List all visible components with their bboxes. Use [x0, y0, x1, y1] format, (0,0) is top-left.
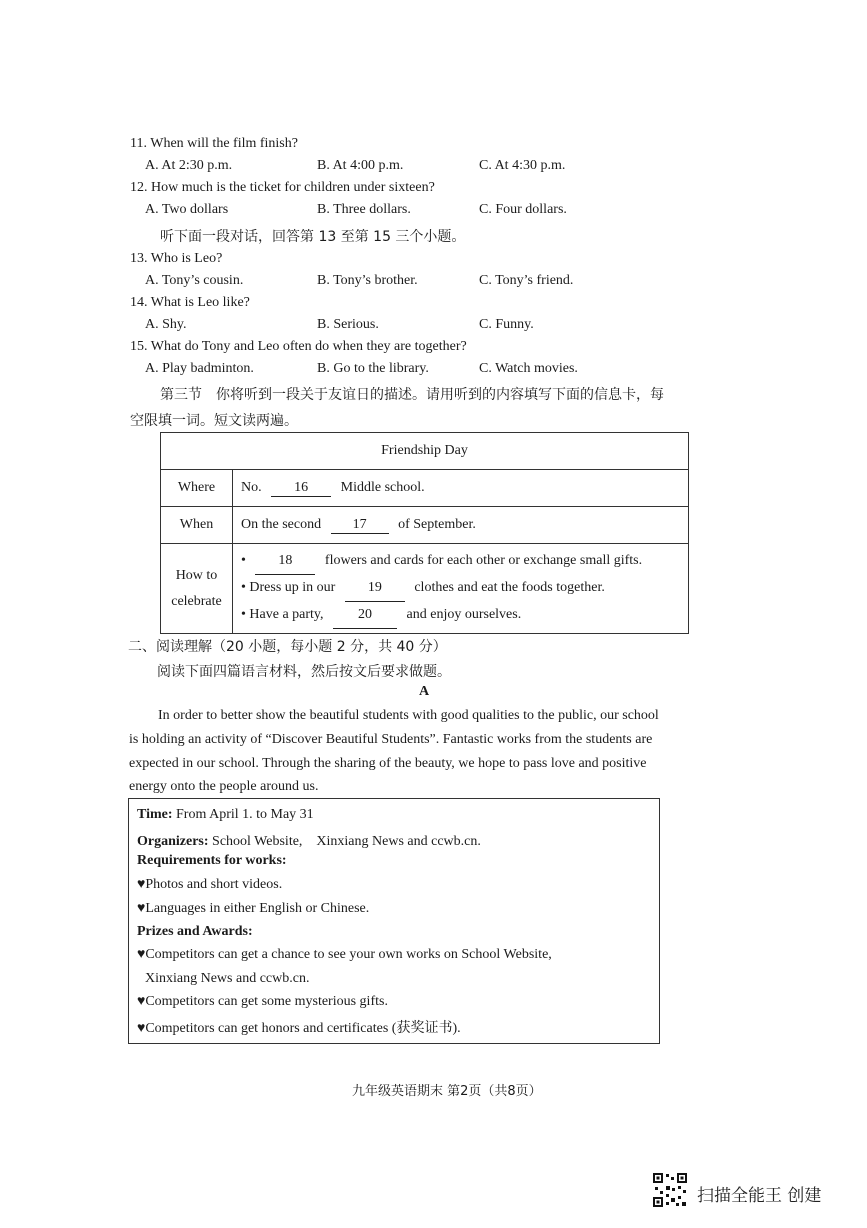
- option-15c: C. Watch movies.: [479, 361, 578, 376]
- notice-time: [137, 807, 314, 823]
- how-label-line1: How to: [175, 567, 218, 583]
- section3-instruction-line2: 空限填一词。短文读两遍。: [130, 413, 298, 429]
- question-14: 14. What is Leo like?: [130, 295, 250, 310]
- option-11c: C. At 4:30 p.m.: [479, 158, 566, 173]
- organizers-value: School Website, Xinxiang News and ccwb.cn.: [212, 834, 481, 849]
- question-12: 12. How much is the ticket for children under sixteen?: [130, 180, 435, 195]
- option-12b: B. Three dollars.: [317, 202, 411, 217]
- how-label-line2: celebrate: [171, 593, 222, 609]
- activity-notice-box: [128, 798, 660, 1044]
- section3-instruction-line1: 第三节 你将听到一段关于友谊日的描述。请用听到的内容填写下面的信息卡，每: [160, 387, 664, 403]
- when-row: [233, 507, 689, 544]
- prize-1-line2: Xinxiang News and ccwb.cn.: [145, 971, 310, 986]
- part2-heading: 二、阅读理解（20 小题，每小题 2 分，共 40 分）: [128, 639, 447, 655]
- paragraph-line-2: is holding an activity of “Discover Beautiful Students”. Fantastic works from the students are: [129, 732, 653, 747]
- option-13a: A. Tony’s cousin.: [145, 273, 244, 288]
- when-label: When: [161, 507, 233, 544]
- where-row: [233, 470, 689, 507]
- blank-20: 20: [333, 602, 397, 629]
- prize-1-line1: ♥Competitors can get a chance to see your own works on School Website,: [137, 947, 552, 962]
- friendship-day-info-card: [160, 432, 689, 634]
- prize-3: ♥Competitors can get honors and certificates (获奖证书).: [137, 1021, 461, 1036]
- organizers-label: Organizers:: [137, 834, 209, 849]
- option-11b: B. At 4:00 p.m.: [317, 158, 404, 173]
- notice-organizers: [137, 830, 481, 850]
- option-14a: A. Shy.: [145, 317, 187, 332]
- scanner-app-stamp: 扫描全能王 创建: [697, 1186, 822, 1206]
- when-prefix: On the second: [241, 516, 322, 532]
- how-to-celebrate-label: [161, 544, 233, 634]
- option-12c: C. Four dollars.: [479, 202, 567, 217]
- option-14b: B. Serious.: [317, 317, 379, 332]
- celebrate-2-prefix: Dress up in our: [249, 580, 336, 595]
- prizes-label: Prizes and Awards:: [137, 924, 253, 939]
- question-13: 13. Who is Leo?: [130, 251, 223, 266]
- blank-18: 18: [255, 548, 315, 575]
- celebrate-bullet-3: • Have a party, 20 and enjoy ourselves.: [241, 602, 680, 629]
- time-label: Time:: [137, 807, 173, 822]
- celebrate-1-text: flowers and cards for each other or exchange small gifts.: [324, 553, 643, 568]
- qr-code-icon: [652, 1172, 688, 1208]
- celebrate-bullet-2: • Dress up in our 19 clothes and eat the foods together.: [241, 575, 680, 602]
- prize-2: ♥Competitors can get some mysterious gifts.: [137, 994, 388, 1009]
- paragraph-line-4: energy onto the people around us.: [129, 779, 319, 794]
- part2-instruction: 阅读下面四篇语言材料，然后按文后要求做题。: [157, 664, 451, 680]
- where-prefix: No.: [241, 479, 262, 495]
- option-15b: B. Go to the library.: [317, 361, 429, 376]
- where-suffix: Middle school.: [340, 479, 425, 495]
- blank-17: 17: [331, 517, 389, 534]
- celebrate-bullet-1: • 18 flowers and cards for each other or exchange small gifts.: [241, 548, 680, 575]
- option-15a: A. Play badminton.: [145, 361, 254, 376]
- where-label: Where: [161, 470, 233, 507]
- option-11a: A. At 2:30 p.m.: [145, 158, 233, 173]
- requirements-label: Requirements for works:: [137, 853, 287, 868]
- blank-19: 19: [345, 575, 405, 602]
- page-footer: 九年级英语期末 第2页（共8页）: [352, 1084, 542, 1099]
- option-12a: A. Two dollars: [145, 202, 229, 217]
- question-11: 11. When will the film finish?: [130, 136, 298, 151]
- option-14c: C. Funny.: [479, 317, 534, 332]
- paragraph-line-3: expected in our school. Through the sharing of the beauty, we hope to pass love and positive: [129, 756, 647, 771]
- blank-16: 16: [271, 480, 331, 497]
- question-15: 15. What do Tony and Leo often do when they are together?: [130, 339, 467, 354]
- option-13c: C. Tony’s friend.: [479, 273, 574, 288]
- celebrate-list: [233, 544, 689, 634]
- time-value: From April 1. to May 31: [176, 807, 314, 822]
- requirement-2: ♥Languages in either English or Chinese.: [137, 901, 370, 916]
- celebrate-3-suffix: and enjoy ourselves.: [406, 607, 522, 622]
- paragraph-line-1: In order to better show the beautiful students with good qualities to the public, our school: [158, 708, 659, 723]
- celebrate-3-prefix: Have a party,: [249, 607, 324, 622]
- when-suffix: of September.: [398, 516, 476, 532]
- option-13b: B. Tony’s brother.: [317, 273, 418, 288]
- passage-label: A: [419, 684, 430, 699]
- requirement-1: ♥Photos and short videos.: [137, 877, 283, 892]
- celebrate-2-suffix: clothes and eat the foods together.: [414, 580, 605, 595]
- info-card-title: Friendship Day: [161, 433, 689, 470]
- instruction-13-15: 听下面一段对话，回答第 13 至第 15 三个小题。: [160, 229, 466, 245]
